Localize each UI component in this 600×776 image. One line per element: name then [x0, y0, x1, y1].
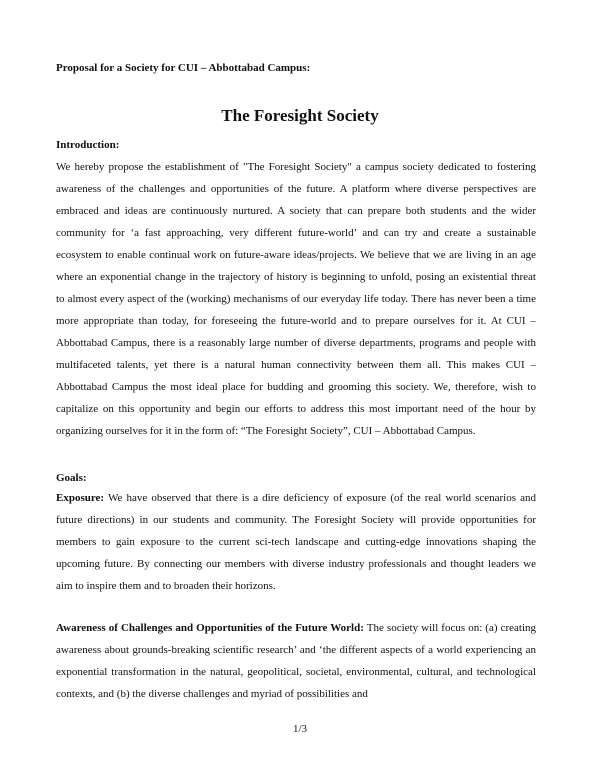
awareness-lead: Awareness of Challenges and Opportunities of the Future World:	[56, 622, 364, 634]
exposure-text: We have observed that there is a dire deficiency of exposure (of the real world scenarios and future directions) in our students and community. The Foresight Society will provide opportunities for members to gain exposure to the current sci-tech landscape and cutting-edge innovations shaping the upcoming future. By connecting our members with diverse industry professionals and thought leaders we aim to inspire them and to broaden their horizons.	[56, 492, 536, 592]
document-heading: Proposal for a Society for CUI – Abbottabad Campus:	[56, 62, 311, 74]
awareness-text: The society will focus on: (a) creating awareness about grounds-breaking scientific research’ and ‘the different aspects of a world experiencing an exponential transformation in the natural, geopolitical, societal, environmental, cultural, and technological contexts, and (b) the diverse challenges and myriad of possibilities and	[56, 622, 537, 700]
exposure-lead: Exposure:	[56, 492, 105, 504]
introduction-label: Introduction:	[56, 139, 120, 151]
exposure-paragraph	[56, 487, 536, 597]
document-title: The Foresight Society	[221, 106, 379, 125]
page-number: 1/3	[292, 723, 308, 735]
awareness-paragraph	[56, 617, 536, 705]
introduction-paragraph: We hereby propose the establishment of "The Foresight Society" a campus society dedicated to fostering awareness of the challenges and opportunities of the future. A platform where diverse perspectives are embraced and ideas are continuously nurtured. A society that can prepare both students and the wider community for ‘a fast approaching, very different future-world’ and can try and create a sustainable ecosystem to enable continual work on future-aware ideas/projects. We believe that we are living in an age where an exponential change in the trajectory of history is beginning to unfold, posing an existential threat to almost every aspect of the (working) mechanisms of our everyday life today. There has never been a time more appropriate than today, for foreseeing the future-world and to prepare ourselves for it. At CUI – Abbottabad Campus, there is a reasonably large number of diverse departments, programs and people with multifaceted talents, yet there is a natural human connectivity between them all. This makes CUI – Abbottabad Campus the most ideal place for budding and grooming this society. We, therefore, wish to capitalize on this opportunity and begin our efforts to address this most important need of the hour by organizing ourselves for it in the form of: “The Foresight Society”, CUI – Abbottabad Campus.	[56, 161, 536, 437]
goals-label: Goals:	[56, 472, 87, 484]
